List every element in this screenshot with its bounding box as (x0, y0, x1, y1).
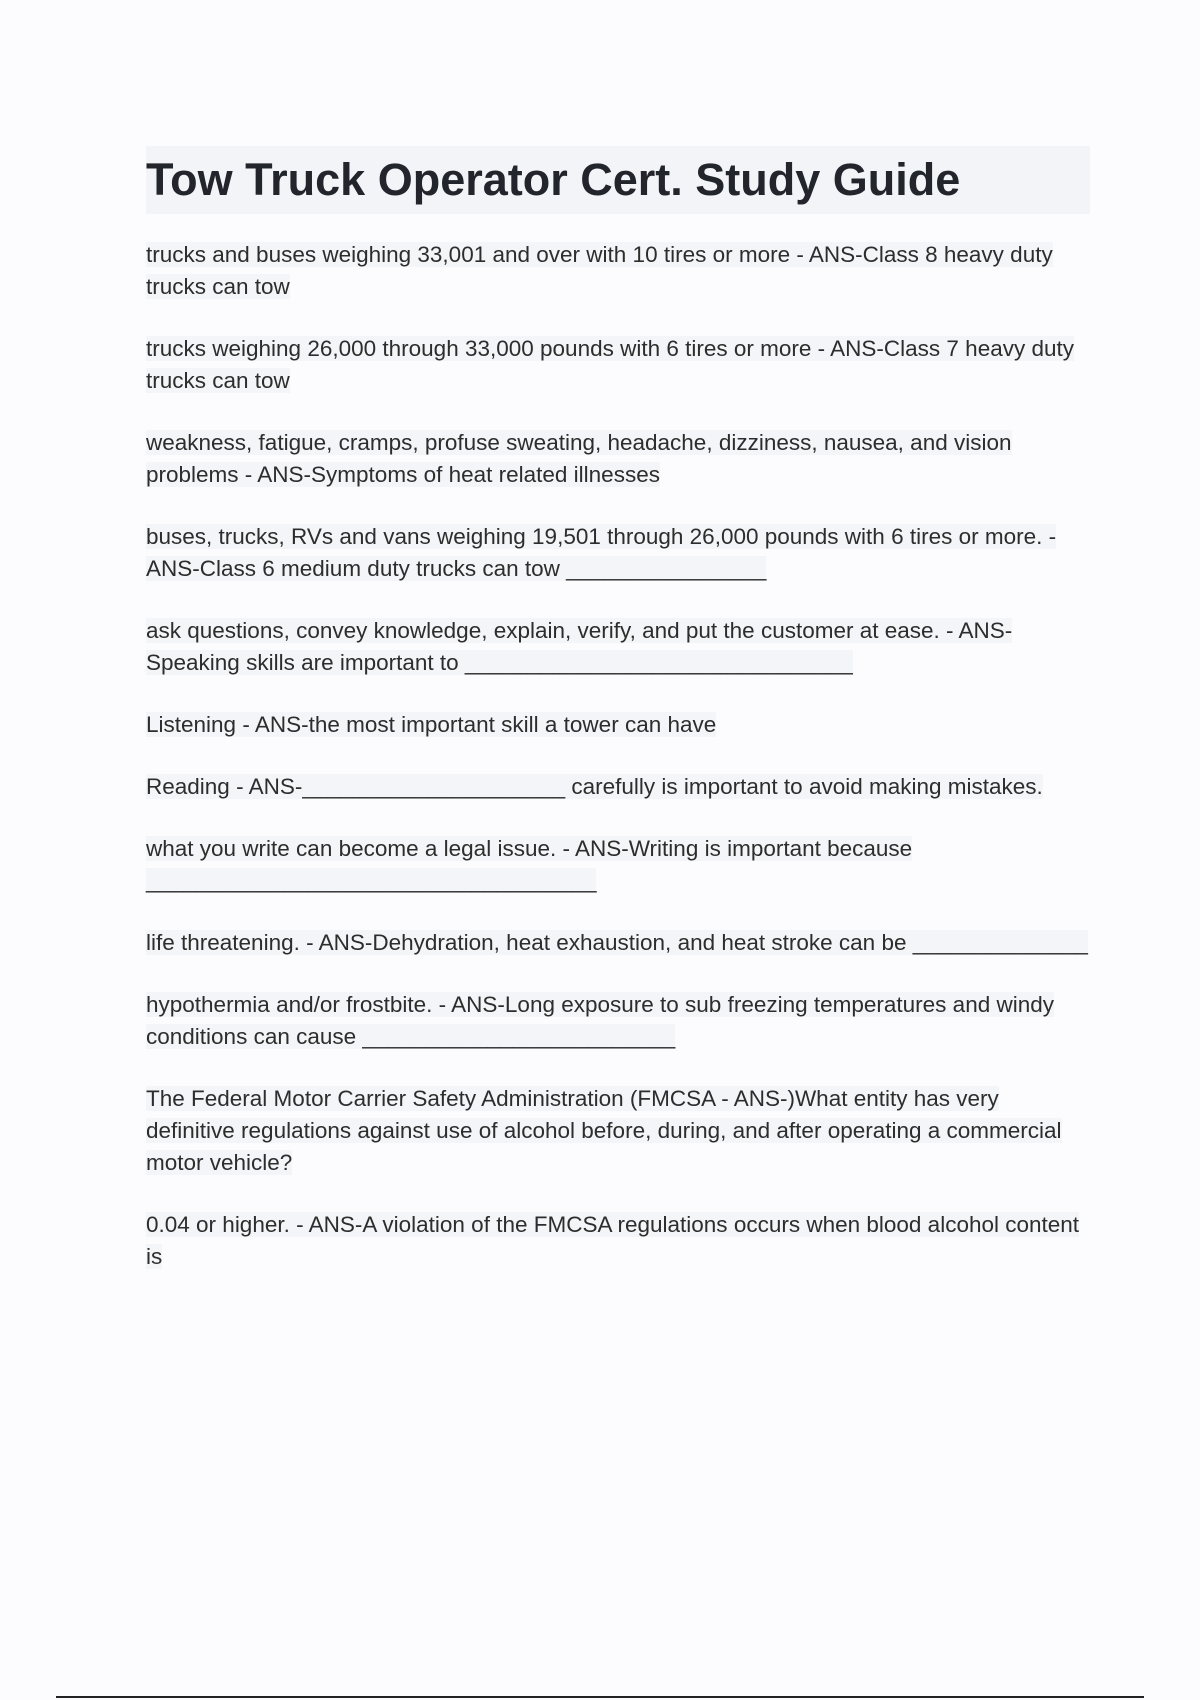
qa-entry-text: life threatening. - ANS-Dehydration, heat exhaustion, and heat stroke can be ______________ (146, 930, 1088, 955)
qa-entry-text: hypothermia and/or frostbite. - ANS-Long exposure to sub freezing temperatures and windy conditions can cause _________________________ (146, 992, 1054, 1049)
qa-entry (146, 833, 1090, 897)
qa-entry-text: Reading - ANS-_____________________ carefully is important to avoid making mistakes. (146, 774, 1043, 799)
qa-entry (146, 427, 1090, 491)
qa-entry (146, 333, 1090, 397)
qa-entry-text: buses, trucks, RVs and vans weighing 19,501 through 26,000 pounds with 6 tires or more. - ANS-Class 6 medium duty trucks can tow ________________ (146, 524, 1057, 581)
qa-entry-text: The Federal Motor Carrier Safety Administration (FMCSA - ANS-)What entity has very definitive regulations against use of alcohol before, during, and after operating a commercial motor vehicle? (146, 1086, 1062, 1175)
qa-entry-text: weakness, fatigue, cramps, profuse sweating, headache, dizziness, nausea, and vision problems - ANS-Symptoms of heat related illnesses (146, 430, 1012, 487)
qa-entry (146, 771, 1090, 803)
qa-entry (146, 615, 1090, 679)
qa-entry-text: what you write can become a legal issue. - ANS-Writing is important because ____________________________________ (146, 836, 913, 893)
page-title: Tow Truck Operator Cert. Study Guide (146, 146, 1090, 214)
qa-entry-text: ask questions, convey knowledge, explain, verify, and put the customer at ease. - ANS-Speaking skills are important to _______________________________ (146, 618, 1013, 675)
qa-entry (146, 1209, 1090, 1273)
qa-entry-text: trucks and buses weighing 33,001 and over with 10 tires or more - ANS-Class 8 heavy duty trucks can tow (146, 242, 1053, 299)
qa-entry (146, 709, 1090, 741)
qa-entry-text: 0.04 or higher. - ANS-A violation of the FMCSA regulations occurs when blood alcohol content is (146, 1212, 1080, 1269)
page-bottom-divider (56, 1696, 1144, 1698)
qa-entry (146, 1083, 1090, 1179)
qa-entry-text: Listening - ANS-the most important skill a tower can have (146, 712, 717, 737)
qa-entry (146, 521, 1090, 585)
qa-entry (146, 927, 1090, 959)
qa-entry (146, 989, 1090, 1053)
qa-entry-text: trucks weighing 26,000 through 33,000 pounds with 6 tires or more - ANS-Class 7 heavy duty trucks can tow (146, 336, 1075, 393)
qa-entry (146, 239, 1090, 303)
study-guide-page (146, 146, 1090, 1303)
